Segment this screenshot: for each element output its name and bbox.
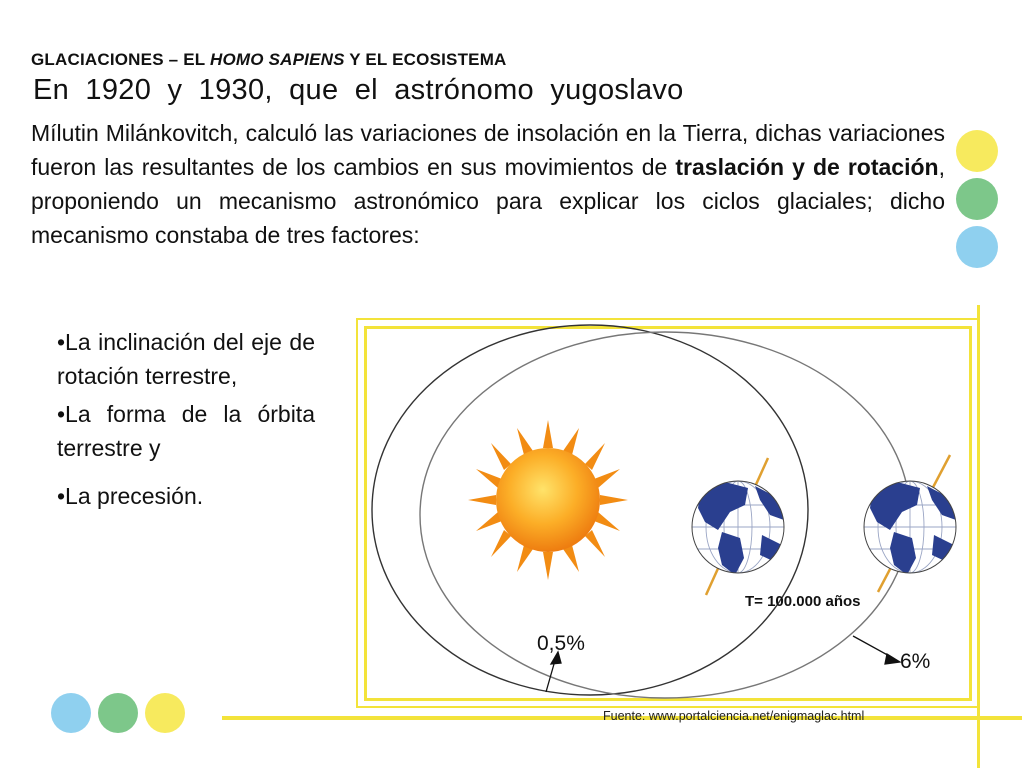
- globe-icon: [692, 481, 784, 575]
- list-item: •La inclinación del eje de rotación terrestre,: [57, 329, 315, 389]
- subtitle: En 1920 y 1930, que el astrónomo yugoslavo: [33, 74, 684, 106]
- slide-title: GLACIACIONES – EL HOMO SAPIENS Y EL ECOSISTEMA: [31, 50, 507, 69]
- arrow-small: [546, 652, 561, 692]
- sun-icon: [468, 420, 628, 580]
- list-item: •La forma de la órbita terrestre y: [57, 401, 315, 461]
- period-label: T= 100.000 años: [745, 593, 861, 610]
- source-caption: Fuente: www.portalciencia.net/enigmaglac.html: [603, 709, 865, 723]
- orbit-ellipse: [420, 332, 910, 698]
- globe-icon: [864, 481, 956, 575]
- label-large-eccentricity: 6%: [900, 650, 931, 673]
- list-item: •La precesión.: [57, 483, 204, 509]
- arrow-large: [853, 636, 900, 664]
- intro-paragraph: Mílutin Milánkovitch, calculó las variaciones de insolación en la Tierra, dichas variaciones fueron las resultantes de los cambios en sus movimientos de traslación y de rotación, proponiendo un mecanismo astronómico para explicar los ciclos glaciales; dicho mecanismo constaba de tres factores:: [31, 120, 945, 248]
- label-small-eccentricity: 0,5%: [537, 632, 585, 655]
